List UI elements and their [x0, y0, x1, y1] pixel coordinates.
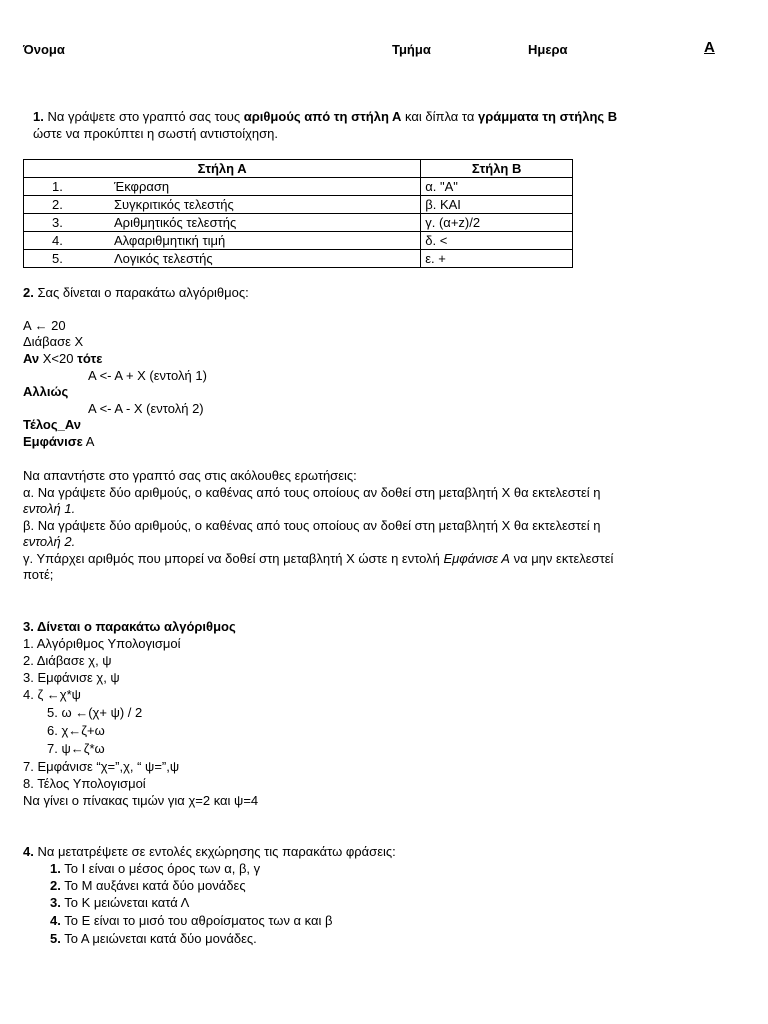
q3-task: Να γίνει ο πίνακας τιμών για χ=2 και ψ=4 — [23, 793, 259, 808]
q2-number: 2. — [23, 285, 34, 300]
row-number: 1. — [52, 178, 63, 194]
if-condition: Χ<20 — [39, 351, 78, 366]
matching-table — [23, 159, 573, 268]
then-keyword: τότε — [77, 351, 103, 366]
q1-text-a: Να γράψετε στο γραπτό σας τους — [43, 109, 244, 124]
row-term: Έκφραση — [114, 178, 170, 194]
q2-c-text-a: γ. Υπάρχει αριθμός που μπορεί να δοθεί στη μεταβλητή Χ ώστε η εντολή — [23, 551, 444, 566]
if-keyword: Αν — [23, 351, 40, 366]
q3-title: 3. Δίνεται ο παρακάτω αλγόριθμος — [23, 619, 236, 634]
q4-item-number: 2. — [50, 878, 61, 893]
algo-line-read: Διάβασε Χ — [23, 334, 84, 349]
q3-line: 4. ζ ←χ*ψ — [23, 687, 81, 702]
q1-text-b: αριθμούς από τη στήλη Α — [243, 109, 402, 124]
q1-text-d: γράμματα τη στήλης Β — [478, 109, 618, 124]
q4-item-number: 5. — [50, 931, 61, 946]
row-number: 3. — [52, 214, 63, 230]
table-row — [24, 178, 573, 196]
q4-item — [50, 895, 189, 911]
q4-item-number: 4. — [50, 913, 61, 928]
table-row — [24, 214, 573, 232]
q2-ask: Να απαντήστε στο γραπτό σας στις ακόλουθες ερωτήσεις: — [23, 468, 357, 483]
q2-a-line2: εντολή 1. — [23, 501, 76, 516]
row-term: Αλφαριθμητική τιμή — [114, 232, 226, 248]
algo-line-if — [23, 351, 102, 367]
q2-c-text-b: Εμφάνισε Α — [443, 551, 510, 566]
column-a-cell — [24, 214, 421, 232]
algo-line-else: Αλλιώς — [23, 384, 69, 399]
name-label: Όνομα — [23, 42, 65, 57]
q3-line: 2. Διάβασε χ, ψ — [23, 653, 112, 668]
q4-item-number: 1. — [50, 861, 61, 876]
q2-intro — [23, 285, 249, 301]
q4-item — [50, 931, 257, 947]
q4-item-text: Το Α μειώνεται κατά δύο μονάδες. — [60, 931, 257, 946]
q4-item — [50, 913, 333, 929]
q4-item-text: Το Ε είναι το μισό του αθροίσματος των α και β — [60, 913, 333, 928]
row-number: 2. — [52, 196, 63, 212]
q3-line: 7. Εμφάνισε “χ=”,χ, “ ψ=”,ψ — [23, 759, 180, 774]
q3-line: 1. Αλγόριθμος Υπολογισμοί — [23, 636, 181, 651]
q2-c-text-c: να μην εκτελεστεί — [509, 551, 614, 566]
q1-line2: ώστε να προκύπτει η σωστή αντιστοίχηση. — [33, 126, 279, 141]
column-a-cell — [24, 232, 421, 250]
column-b-cell: β. ΚΑΙ — [421, 196, 573, 214]
print-keyword: Εμφάνισε — [23, 434, 83, 449]
print-arg: Α — [82, 434, 95, 449]
row-term: Λογικός τελεστής — [114, 250, 213, 266]
row-number: 5. — [52, 250, 63, 266]
algo-line-print — [23, 434, 94, 450]
q1-line1 — [33, 109, 617, 125]
q3-line: 7. ψ←ζ*ω — [47, 741, 105, 756]
q2-c-line2: ποτέ; — [23, 567, 54, 582]
column-a-cell — [24, 178, 421, 196]
q2-b-line2: εντολή 2. — [23, 534, 76, 549]
q4-item-number: 3. — [50, 895, 61, 910]
q3-line: 6. χ←ζ+ω — [47, 723, 105, 738]
column-b-cell: γ. (α+z)/2 — [421, 214, 573, 232]
q4-intro — [23, 844, 396, 860]
algo-line-command-1: Α <- Α + Χ (εντολή 1) — [88, 368, 207, 383]
q4-item — [50, 861, 260, 877]
q2-b-line1: β. Να γράψετε δύο αριθμούς, ο καθένας από τους οποίους αν δοθεί στη μεταβλητή Χ θα εκτελεστεί η — [23, 518, 601, 533]
q4-item-text: Το Μ αυξάνει κατά δύο μονάδες — [60, 878, 246, 893]
algo-line-endif: Τέλος_Αν — [23, 417, 81, 432]
table-header-row — [24, 160, 573, 178]
q2-a-line1: α. Να γράψετε δύο αριθμούς, ο καθένας από τους οποίους αν δοθεί στη μεταβλητή Χ θα εκτελεστεί η — [23, 485, 601, 500]
column-b-cell: ε. + — [421, 250, 573, 268]
q1-text-c: και δίπλα τα — [401, 109, 479, 124]
q1-number: 1. — [33, 109, 44, 124]
group-label: Α — [704, 39, 715, 56]
q2-intro-text: Σας δίνεται ο παρακάτω αλγόριθμος: — [33, 285, 249, 300]
q2-c-line1 — [23, 551, 613, 567]
q4-intro-text: Να μετατρέψετε σε εντολές εκχώρησης τις παρακάτω φράσεις: — [33, 844, 396, 859]
day-label: Ημερα — [528, 42, 568, 57]
q4-item-text: Το Κ μειώνεται κατά Λ — [60, 895, 190, 910]
column-a-cell — [24, 250, 421, 268]
column-b-header: Στήλη Β — [421, 160, 573, 178]
q4-item-text: Το Ι είναι ο μέσος όρος των α, β, γ — [60, 861, 261, 876]
q3-line: 3. Εμφάνισε χ, ψ — [23, 670, 120, 685]
table-row — [24, 250, 573, 268]
column-b-cell: α. "Α" — [421, 178, 573, 196]
algo-line-assign: Α ← 20 — [23, 318, 66, 333]
row-number: 4. — [52, 232, 63, 248]
class-label: Τμήμα — [392, 42, 431, 57]
q3-line: 5. ω ←(χ+ ψ) / 2 — [47, 705, 143, 720]
q4-number: 4. — [23, 844, 34, 859]
algo-line-command-2: Α <- Α - Χ (εντολή 2) — [88, 401, 204, 416]
table-row — [24, 232, 573, 250]
row-term: Αριθμητικός τελεστής — [114, 214, 237, 230]
q4-item — [50, 878, 246, 894]
row-term: Συγκριτικός τελεστής — [114, 196, 234, 212]
q3-line: 8. Τέλος Υπολογισμοί — [23, 776, 146, 791]
column-b-cell: δ. < — [421, 232, 573, 250]
table-row — [24, 196, 573, 214]
column-a-header: Στήλη Α — [24, 160, 421, 178]
column-a-cell — [24, 196, 421, 214]
